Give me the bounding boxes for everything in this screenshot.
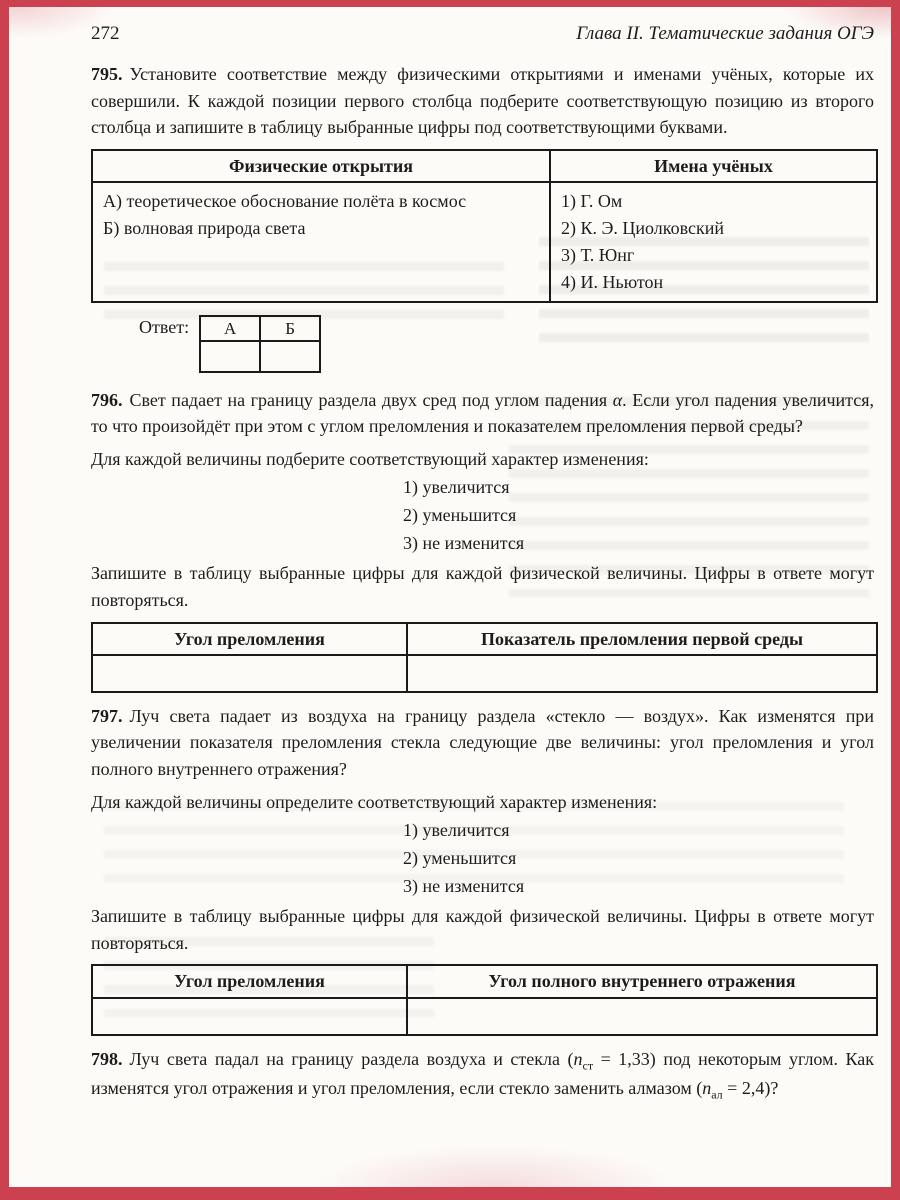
problem-number: 795. <box>91 64 123 84</box>
change-options-list <box>403 817 874 899</box>
change-options-list <box>403 474 874 556</box>
problem-statement: Луч света падал на границу раздела воздуха и стекла ( <box>129 1048 574 1069</box>
subscript-diamond: ал <box>711 1087 723 1102</box>
chapter-title: Глава II. Тематические задания ОГЭ <box>576 23 874 44</box>
record-instruction: Запишите в таблицу выбранные цифры для каждой физической величины. Цифры в ответе могут повторяться. <box>91 906 874 953</box>
page-content <box>9 7 891 1104</box>
alpha-symbol: α <box>612 389 623 410</box>
refractive-index-symbol: n <box>573 1048 583 1069</box>
scientist-option-2: 2) К. Э. Циолковский <box>561 218 724 239</box>
match-item-b: Б) волновая природа света <box>103 218 306 239</box>
problem-796 <box>91 387 874 693</box>
answer-grid <box>199 315 321 373</box>
scientist-option-1: 1) Г. Ом <box>561 191 623 212</box>
subscript-glass: ст <box>582 1058 594 1073</box>
answer-cell-b <box>260 341 320 372</box>
option-decrease: 2) уменьшится <box>403 847 517 868</box>
scientist-option-4: 4) И. Ньютон <box>561 272 664 293</box>
matching-table-right-cell <box>550 182 877 301</box>
scientist-option-3: 3) Т. Юнг <box>561 245 635 266</box>
option-no-change: 3) не изменится <box>403 875 525 896</box>
matching-table-header-right: Имена учёных <box>550 150 877 182</box>
table-header-right: Показатель преломления первой среды <box>407 623 877 655</box>
problem-statement: Луч света падает из воздуха на границу раздела «стекло — воздух». Как изменятся при увеличении показателя преломления стекла следующие две величины: угол преломления и угол полного внутреннего отражения? <box>91 705 874 780</box>
problem-796-text <box>91 387 874 440</box>
problem-797-text <box>91 703 874 783</box>
page-number: 272 <box>91 23 120 44</box>
table-header-right: Угол полного внутреннего отражения <box>407 965 877 997</box>
answer-cell-right <box>407 998 877 1035</box>
matching-table-left-cell <box>92 182 550 301</box>
record-instruction: Запишите в таблицу выбранные цифры для каждой физической величины. Цифры в ответе могут повторяться. <box>91 563 874 610</box>
instruction-line: Для каждой величины определите соответствующий характер изменения: <box>91 791 658 812</box>
option-increase: 1) увеличится <box>403 820 510 841</box>
answer-table-797 <box>91 964 878 1035</box>
option-decrease: 2) уменьшится <box>403 505 517 526</box>
table-header-left: Угол преломления <box>92 623 407 655</box>
problem-statement: . Если угол падения увеличится, то что произойдёт при этом с углом преломления и показателем преломления первой среды? <box>91 389 874 437</box>
answer-cell-right <box>407 655 877 692</box>
problem-795 <box>91 61 874 373</box>
problem-statement: Установите соответствие между физическими открытиями и именами учёных, которые их совершили. К каждой позиции первого столбца подберите соответствующую позицию из второго столбца и запишите в таблицу выбранные цифры под соответствующими буквами. <box>91 64 874 138</box>
option-no-change: 3) не изменится <box>403 532 525 553</box>
problem-number: 798. <box>91 1048 123 1069</box>
problem-statement: = 1,33) под некоторым углом. Как изменятся угол отражения и угол преломления, если стекло заменить алмазом ( <box>91 1048 875 1099</box>
answer-label: Ответ: <box>139 316 190 337</box>
answer-col-a: А <box>200 316 260 341</box>
matching-table-header-left: Физические открытия <box>92 150 550 182</box>
problem-798-text <box>91 1046 874 1105</box>
match-item-a: А) теоретическое обоснование полёта в космос <box>103 191 467 212</box>
answer-cell-left <box>92 655 407 692</box>
problem-797 <box>91 703 874 1036</box>
page-header <box>91 23 874 45</box>
answer-section <box>139 315 874 373</box>
instruction-line: Для каждой величины подберите соответствующий характер изменения: <box>91 448 649 469</box>
problem-798 <box>91 1046 874 1105</box>
problem-number: 796. <box>91 389 123 410</box>
answer-table-796 <box>91 622 878 693</box>
option-increase: 1) увеличится <box>403 477 510 498</box>
table-header-left: Угол преломления <box>92 965 407 997</box>
answer-cell-a <box>200 341 260 372</box>
problem-795-text <box>91 61 874 141</box>
answer-col-b: Б <box>260 316 320 341</box>
refractive-index-symbol: n <box>702 1078 712 1099</box>
problem-statement: = 2,4)? <box>722 1078 779 1099</box>
matching-table <box>91 149 878 303</box>
answer-cell-left <box>92 998 407 1035</box>
problem-number: 797. <box>91 705 123 726</box>
problem-statement: Свет падает на границу раздела двух сред под углом падения <box>129 389 613 410</box>
